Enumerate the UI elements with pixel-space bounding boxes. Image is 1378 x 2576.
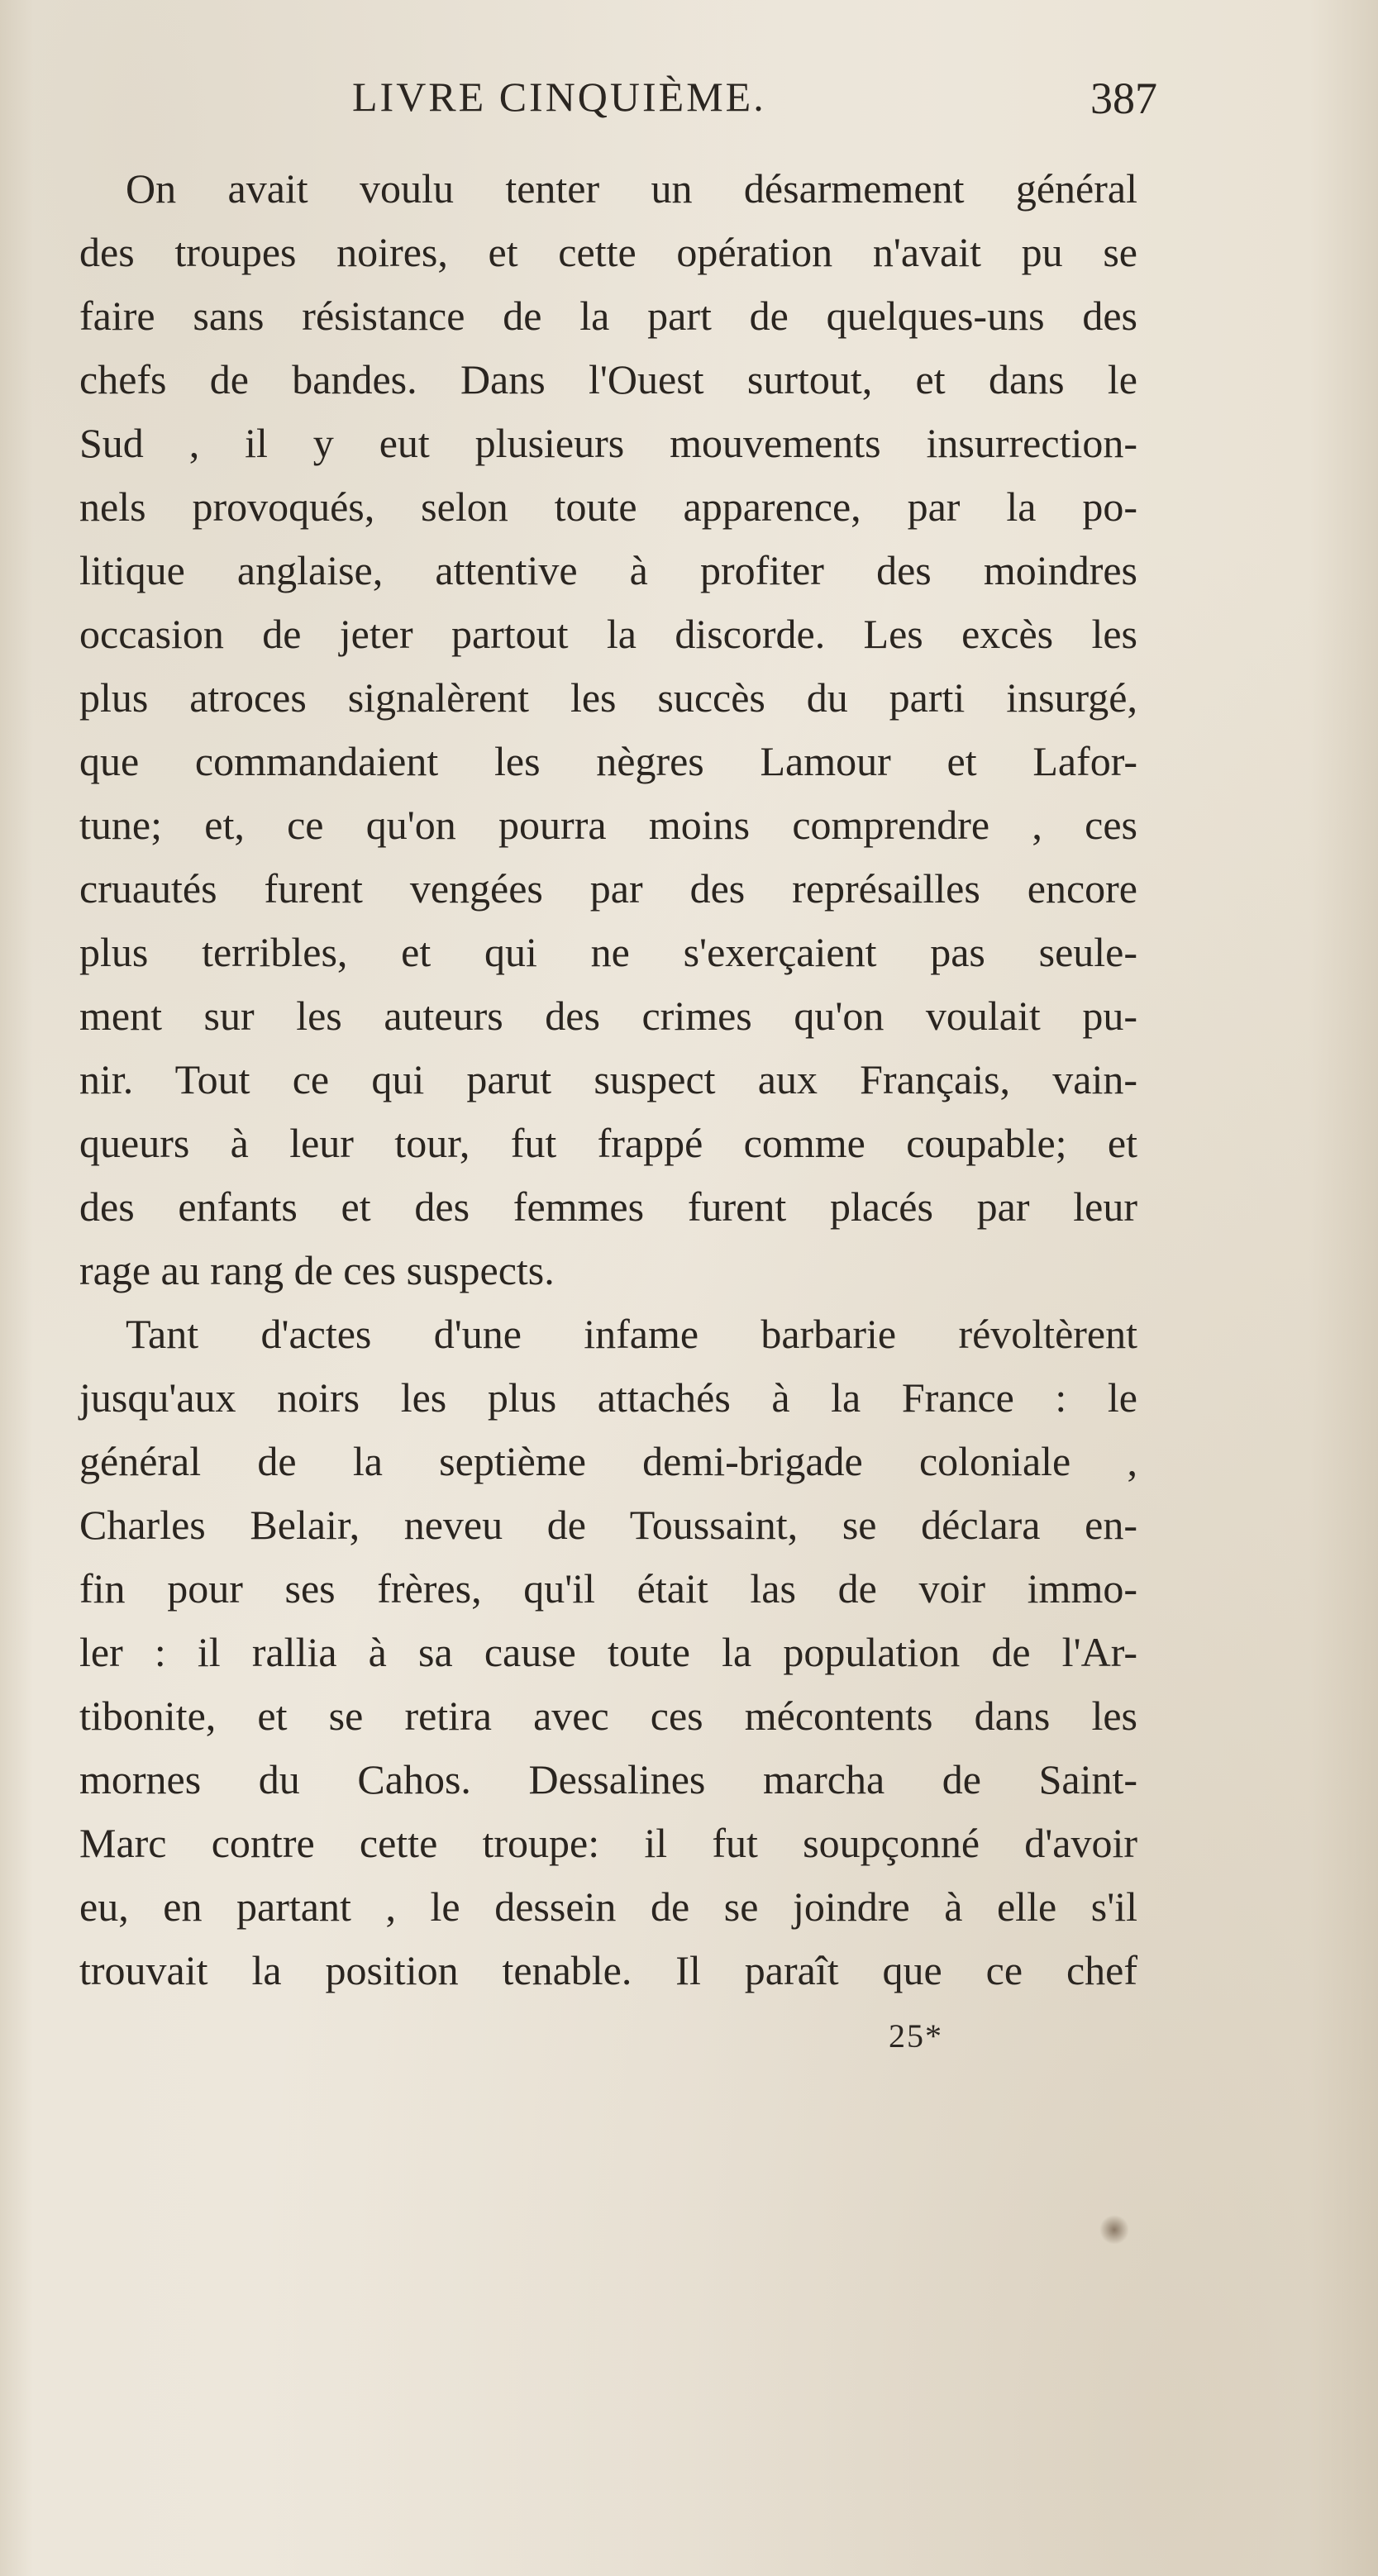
paragraph-2 (79, 1302, 1137, 2002)
text-line: plus atroces signalèrent les succès du parti insurgé, (79, 674, 1137, 721)
text-line: Marc contre cette troupe: il fut soupçonné d'avoir (79, 1820, 1137, 1866)
text-line: rage au rang de ces suspects. (79, 1247, 555, 1293)
text-line: jusqu'aux noirs les plus attachés à la France : le (79, 1374, 1137, 1421)
text-line: chefs de bandes. Dans l'Ouest surtout, et dans le (79, 356, 1137, 402)
text-line: des troupes noires, et cette opération n'avait pu se (79, 229, 1137, 275)
text-line: nir. Tout ce qui parut suspect aux Français, vain- (79, 1056, 1137, 1102)
text-line: eu, en partant , le dessein de se joindre à elle s'il (79, 1883, 1137, 1930)
text-line: que commandaient les nègres Lamour et Lafor- (79, 738, 1137, 784)
text-line: Tant d'actes d'une infame barbarie révoltèrent (126, 1311, 1137, 1357)
text-line: des enfants et des femmes furent placés par leur (79, 1183, 1137, 1230)
page-number: 387 (1090, 74, 1157, 123)
text-line: trouvait la position tenable. Il paraît que ce chef (79, 1947, 1137, 1993)
signature-mark: 25* (889, 2017, 943, 2055)
text-line: Sud , il y eut plusieurs mouvements insurrection- (79, 420, 1137, 466)
text-line: plus terribles, et qui ne s'exerçaient pas seule- (79, 929, 1137, 975)
text-line: queurs à leur tour, fut frappé comme coupable; et (79, 1120, 1137, 1166)
text-line: tune; et, ce qu'on pourra moins comprendre , ces (79, 802, 1137, 848)
text-line: nels provoqués, selon toute apparence, par la po- (79, 483, 1137, 530)
chapter-title: LIVRE CINQUIÈME. (352, 74, 766, 120)
text-line: ment sur les auteurs des crimes qu'on voulait pu- (79, 993, 1137, 1039)
text-line: mornes du Cahos. Dessalines marcha de Saint- (79, 1756, 1137, 1802)
text-line: Charles Belair, neveu de Toussaint, se déclara en- (79, 1502, 1137, 1548)
text-line: faire sans résistance de la part de quelques-uns des (79, 293, 1137, 339)
running-head (79, 73, 1157, 139)
paragraph-1 (79, 157, 1137, 1302)
text-line: On avait voulu tenter un désarmement général (126, 165, 1137, 212)
paper-stain (1099, 2215, 1129, 2245)
text-line: litique anglaise, attentive à profiter des moindres (79, 547, 1137, 593)
text-line: ler : il rallia à sa cause toute la population de l'Ar- (79, 1629, 1137, 1675)
text-line: général de la septième demi-brigade coloniale , (79, 1438, 1137, 1484)
body-text (79, 157, 1137, 2002)
text-line: occasion de jeter partout la discorde. Les excès les (79, 611, 1137, 657)
text-line: tibonite, et se retira avec ces mécontents dans les (79, 1693, 1137, 1739)
text-line: cruautés furent vengées par des représailles encore (79, 865, 1137, 912)
text-line: fin pour ses frères, qu'il était las de voir immo- (79, 1565, 1137, 1612)
